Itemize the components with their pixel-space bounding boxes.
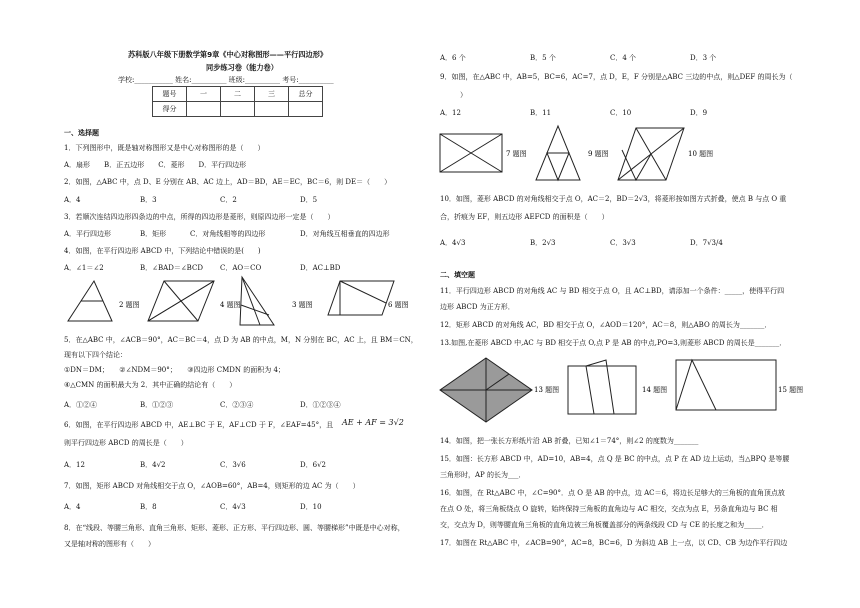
figure-q9-triangle (536, 126, 580, 180)
q4-option-b: B．∠BAD＝∠BCD (140, 264, 203, 272)
question-7: 7．如图，矩形 ABCD 对角线相交于点 O，∠AOB=60°，AB=4，则矩形的边 AC 为（ ） (64, 482, 360, 490)
question-12: 12．矩形 ABCD 的对角线 AC，BD 相交于点 O，∠AOD＝120°，AC＝8，则△ABO 的周长为_______． (440, 321, 772, 329)
score-cell: 题号 (153, 87, 187, 102)
figure-q3-triangle (240, 277, 274, 325)
section-heading: 二、填空题 (440, 271, 475, 279)
score-cell: 一 (187, 87, 221, 102)
section-heading: 一、选择题 (64, 129, 99, 137)
q4-option-a: A．∠1＝∠2 (64, 264, 104, 272)
question-6-formula: AE + AF = 3√2 (342, 418, 404, 427)
score-table (152, 86, 323, 117)
figure-label: 9 题图 (588, 150, 609, 158)
q3-option-d: D．对角线互相垂直的四边形 (300, 230, 390, 238)
q6-option-c: C．3√6 (220, 461, 246, 469)
figure-label: 2 题图 (119, 301, 140, 309)
question-16-line2: 在点 O 处，将三角板绕点 O 旋转，始终保持三角板的直角边与 AC 相交，交点为点 E，另条直角边与 BC 相 (440, 505, 778, 513)
q6-option-b: B．4√2 (140, 461, 166, 469)
q2-option-a: A．4 (64, 196, 81, 204)
score-cell: 得分 (153, 102, 187, 117)
q8-option-b: B．5 个 (530, 54, 556, 62)
q8-option-c: C．4 个 (610, 54, 637, 62)
question-15-line1: 15．如图：长方形 ABCD 中，AD=10，AB=4，点 Q 是 BC 的中点，点 P 在 AD 边上运动，当△BPQ 是等腰 (440, 455, 790, 463)
figure-label: 14 题图 (642, 386, 668, 394)
question-8-line1: 8．在“线段、等腰三角形、直角三角形、矩形、菱形、正方形、平行四边形、圆、等腰梯形”中既是中心对称， (64, 524, 405, 532)
question-6-line1: 6．如图，在平行四边形 ABCD 中，AE⊥BC 于 E，AF⊥CD 于 F，∠EAF=45°，且 (64, 421, 334, 429)
score-cell: 总分 (289, 87, 323, 102)
figure-q7-rectangle (440, 134, 502, 172)
figure-q13-rhombus (440, 358, 532, 422)
figure-q2-triangle (68, 281, 112, 321)
score-input-cell[interactable] (255, 102, 289, 117)
question-15-line2: 三角形时，AP 的长为___． (440, 471, 526, 479)
question-3: 3．若顺次连结四边形四条边的中点，所得的四边形是菱形，则原四边形一定是（ ） (64, 213, 335, 221)
score-table-score-row (153, 102, 323, 117)
question-16-line1: 16．如图，在 Rt△ABC 中，∠C=90°．点 O 是 AB 的中点，边 AC＝6，将边长足够大的三角板的直角顶点放 (440, 489, 785, 497)
question-14: 14．如图，把一张长方形纸片沿 AB 折叠，已知∠1＝74°，则∠2 的度数为_______ (440, 437, 699, 445)
figure-label: 3 题图 (292, 301, 313, 309)
q9-option-a: A．12 (440, 109, 461, 117)
figure-q10-rhombus (618, 128, 684, 180)
q5-option-d: D．①②③④ (300, 401, 341, 409)
question-8-line2: 又是轴对称的图形有（ ） (64, 540, 155, 548)
score-cell: 三 (255, 87, 289, 102)
question-9-close: ） (460, 91, 467, 99)
q8-option-a: A．6 个 (440, 54, 466, 62)
figure-label: 6 题图 (388, 301, 409, 309)
q5-option-c: C．②③④ (220, 401, 254, 409)
figure-label: 13 题图 (534, 386, 560, 394)
figure-label: 15 题图 (778, 386, 804, 394)
question-10-line1: 10．如图，菱形 ABCD 的对角线相交于点 O，AC＝2，BD＝2√3，将菱形按如图方式折叠，使点 B 与点 O 重 (440, 195, 787, 203)
q10-option-c: C．3√3 (610, 239, 636, 247)
score-table-header-row (153, 87, 323, 102)
figure-q15-rectangle (676, 360, 776, 410)
question-2: 2．如图，△ABC 中，点 D、E 分别在 AB、AC 边上，AD＝BD，AE＝EC，BC＝6，则 DE＝（ ） (64, 178, 392, 186)
q10-option-b: B．2√3 (530, 239, 556, 247)
figures-row-right-1 (436, 122, 796, 184)
question-11-line1: 11．平行四边形 ABCD 的对角线 AC 与 BD 相交于点 O，且 AC⊥BD，请添加一个条件：_____，使得平行四 (440, 287, 785, 295)
student-info-line: 学校:___________ 姓名:__________ 班级:__________ 考号:__________ (118, 76, 334, 84)
q7-option-c: C．4√3 (220, 503, 246, 511)
q6-option-a: A．12 (64, 461, 85, 469)
q9-option-c: C．10 (610, 109, 632, 117)
question-5-line4: ④△CMN 的面积最大为 2．其中正确的结论有（ ） (64, 381, 237, 389)
q3-option-c: C．对角线相等的四边形 (190, 230, 266, 238)
exam-subtitle: 同步练习卷（能力卷） (206, 63, 278, 72)
question-11-line2: 边形 ABCD 为正方形． (440, 303, 515, 311)
score-input-cell[interactable] (221, 102, 255, 117)
question-5-line3: ①DN＝DM； ②∠NDM＝90°； ③四边形 CMDN 的面积为 4； (64, 366, 285, 374)
question-9: 9．如图，在△ABC 中，AB=5，BC=6，AC=7，点 D，E，F 分别是△ABC 三边的中点，则△DEF 的周长为（ (440, 73, 793, 81)
q10-option-a: A．4√3 (440, 239, 466, 247)
q9-option-b: B．11 (530, 109, 552, 117)
q2-option-d: D．5 (300, 196, 318, 204)
q7-option-b: B．8 (140, 503, 157, 511)
figure-q6-parallelogram (328, 281, 394, 315)
question-5-line2: 现有以下四个结论： (64, 351, 127, 359)
question-10-line2: 合，折痕为 EF，则五边形 AEFCD 的面积是（ ） (440, 213, 609, 221)
q2-option-b: B．3 (140, 196, 157, 204)
question-4: 4．如图，在平行四边形 ABCD 中，下列结论中错误的是( ) (64, 247, 261, 255)
q4-option-d: D．AC⊥BD (300, 264, 341, 272)
q10-option-d: D．7√3/4 (690, 239, 723, 247)
q5-option-a: A．①②④ (64, 401, 98, 409)
question-1: 1．下列图形中，既是轴对称图形又是中心对称图形的是（ ） (64, 144, 265, 152)
score-cell: 二 (221, 87, 255, 102)
q3-option-a: A．平行四边形 (64, 230, 112, 238)
figure-label: 7 题图 (506, 150, 527, 158)
figure-q14-folded-rectangle (568, 360, 636, 414)
figures-row-left (64, 275, 409, 330)
q3-option-b: B．矩形 (140, 230, 167, 238)
q4-option-c: C．AO＝CO (220, 264, 262, 272)
q9-option-d: D．9 (690, 109, 708, 117)
q5-option-b: B．①②③ (140, 401, 174, 409)
q2-option-c: C．2 (220, 196, 237, 204)
question-17: 17．如图在 Rt△ABC 中，∠ACB=90°，AC=8，BC=6，D 为斜边 AB 上一点，以 CD、CB 为边作平行四边 (440, 539, 788, 547)
figures-row-right-2 (436, 352, 806, 432)
q7-option-d: D．10 (300, 503, 322, 511)
figure-label: 4 题图 (220, 301, 241, 309)
q8-option-d: D．3 个 (690, 54, 717, 62)
question-16-line3: 交，交点为 D，则等腰直角三角板的直角边被三角板覆盖部分的两条线段 CD 与 CE 的长度之和为_____． (440, 521, 769, 529)
q7-option-a: A．4 (64, 503, 81, 511)
question-1-options: A．扇形 B．正五边形 C．菱形 D．平行四边形 (64, 161, 247, 169)
question-13: 13.如图,在菱形 ABCD 中,AC 与 BD 相交于点 O,点 P 是 AB 的中点,PO=3,则菱形 ABCD 的周长是_______． (440, 339, 787, 347)
score-input-cell[interactable] (289, 102, 323, 117)
score-input-cell[interactable] (187, 102, 221, 117)
exam-title: 苏科版八年级下册数学第9章《中心对称图形——平行四边形》 (128, 50, 328, 59)
figure-q4-parallelogram (148, 281, 214, 321)
question-5-line1: 5．在△ABC 中，∠ACB＝90°，AC＝BC＝4，点 D 为 AB 的中点，M，N 分别在 BC，AC 上，且 BM＝CN， (64, 336, 418, 344)
figure-label: 10 题图 (688, 150, 714, 158)
q6-option-d: D．6√2 (300, 461, 326, 469)
question-6-line2: 则平行四边形 ABCD 的周长是（ ） (64, 439, 188, 447)
